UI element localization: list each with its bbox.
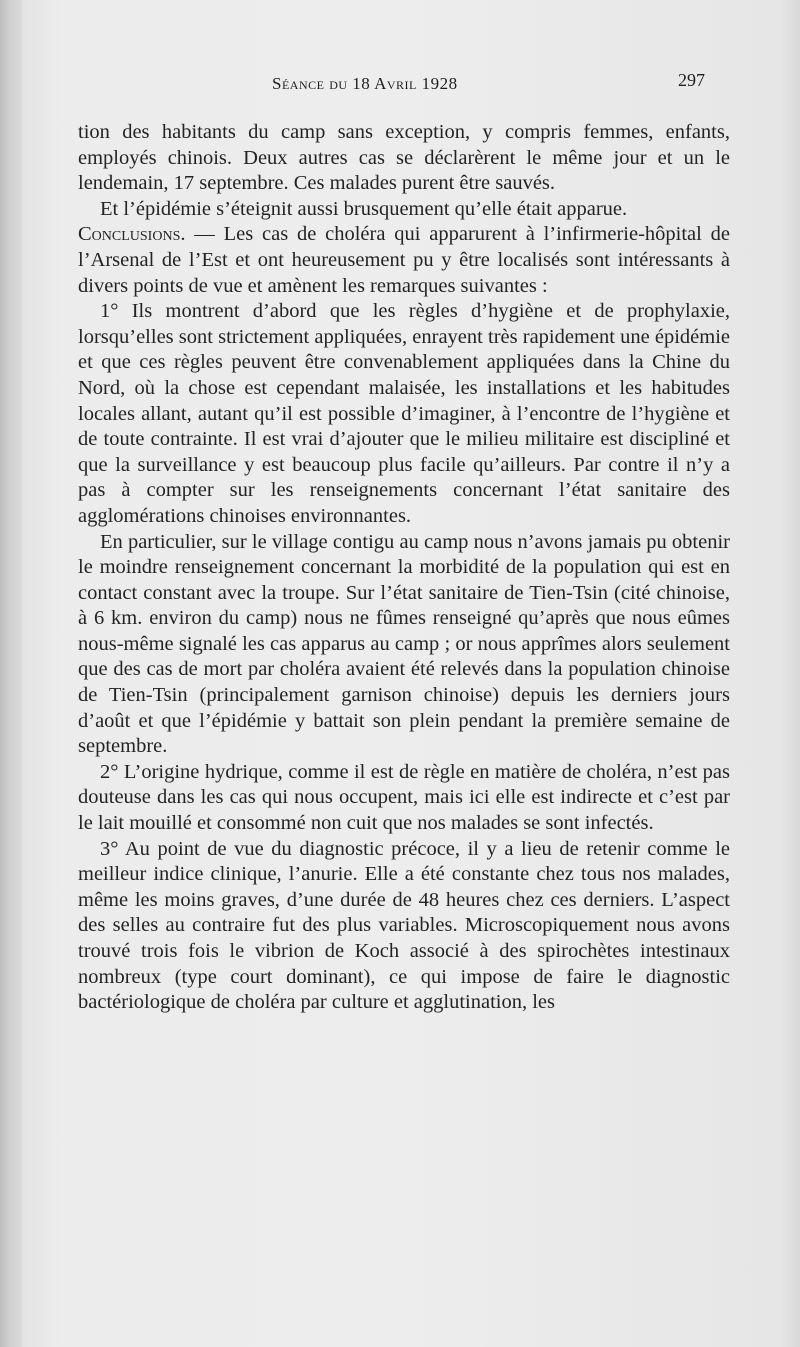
paragraph bbox=[78, 837, 730, 1016]
paragraph-text: 3° Au point de vue du diagnostic précoce, il y a lieu de retenir comme le meilleur indice clinique, l’anurie. Elle a été constante chez tous nos malades, même les moins graves, d’une durée de 48 heures chez ces derniers. L’aspect des selles au contraire fut des plus variables. Microscopiquement nous avons trouvé trois fois le vibrion de Koch associé à des spirochètes intestinaux nombreux (type court dominant), ce qui impose de faire le diagnostic bactériologique de choléra par culture et agglutination, les bbox=[78, 837, 730, 1014]
running-title-date: 18 Avril 1928 bbox=[352, 74, 458, 93]
paragraph bbox=[78, 299, 730, 529]
page-number: 297 bbox=[678, 70, 705, 90]
paragraph-text: 1° Ils montrent d’abord que les règles d’hygiène et de prophylaxie, lorsqu’elles sont strictement appliquées, enrayent très rapidement une épidémie et que ces règles peuvent être convenablement appliquées dans la Chine du Nord, où la chose est cependant malaisée, les installations et les habitudes locales allant, autant qu’il est possible d’imaginer, à l’encontre de l’hygiène et de toute contrainte. Il est vrai d’ajouter que le milieu militaire est discipliné et que la surveillance y est beaucoup plus facile qu’ailleurs. Par contre il n’y a pas à compter sur les renseignements concernant l’état sanitaire des agglomérations chinoises environnantes. bbox=[78, 300, 730, 527]
binding-gutter bbox=[0, 0, 22, 1347]
section-heading: Conclusions. bbox=[78, 223, 186, 246]
paragraph-text: 2° L’origine hydrique, comme il est de règle en matière de choléra, n’est pas douteuse dans les cas qui nous occupent, mais ici elle est indirecte et c’est par le lait mouillé et consommé non cuit que nos malades se sont infectés. bbox=[78, 760, 730, 835]
paragraph-text: — Les cas de choléra qui apparurent à l’infirmerie-hôpital de l’Arsenal de l’Est et ont heureusement pu y être localisés sont intéressants à divers points de vue et amènent les remarques suivantes : bbox=[78, 223, 730, 297]
paragraph-text: En particulier, sur le village contigu au camp nous n’avons jamais pu obtenir le moindre renseignement concernant la morbidité de la population qui est en contact constant avec la troupe. Sur l’état sanitaire de Tien-Tsin (cité chinoise, à 6 km. environ du camp) nous ne fûmes renseigné qu’après que nous eûmes nous-même signalé les cas apparus au camp ; or nous apprîmes alors seulement que des cas de mort par choléra avaient été relevés dans la population chinoise de Tien-Tsin (principalement garnison chinoise) depuis les derniers jours d’août et que l’épidémie y battait son plein pendant la première semaine de septembre. bbox=[78, 530, 730, 758]
paragraph bbox=[78, 197, 730, 223]
paragraph bbox=[78, 120, 730, 197]
paragraph-text: tion des habitants du camp sans exception, y compris femmes, enfants, employés chinois. Deux autres cas se déclarèrent le même jour et un le lendemain, 17 septembre. Ces malades purent être sauvés. bbox=[78, 121, 730, 195]
paragraph bbox=[78, 530, 730, 760]
paragraph-text: Et l’épidémie s’éteignit aussi brusquement qu’elle était apparue. bbox=[100, 197, 628, 220]
paragraph bbox=[78, 760, 730, 837]
paragraph bbox=[78, 222, 730, 299]
running-title-prefix: Séance du bbox=[272, 74, 348, 93]
running-title bbox=[272, 74, 458, 94]
body-text bbox=[78, 120, 730, 1016]
